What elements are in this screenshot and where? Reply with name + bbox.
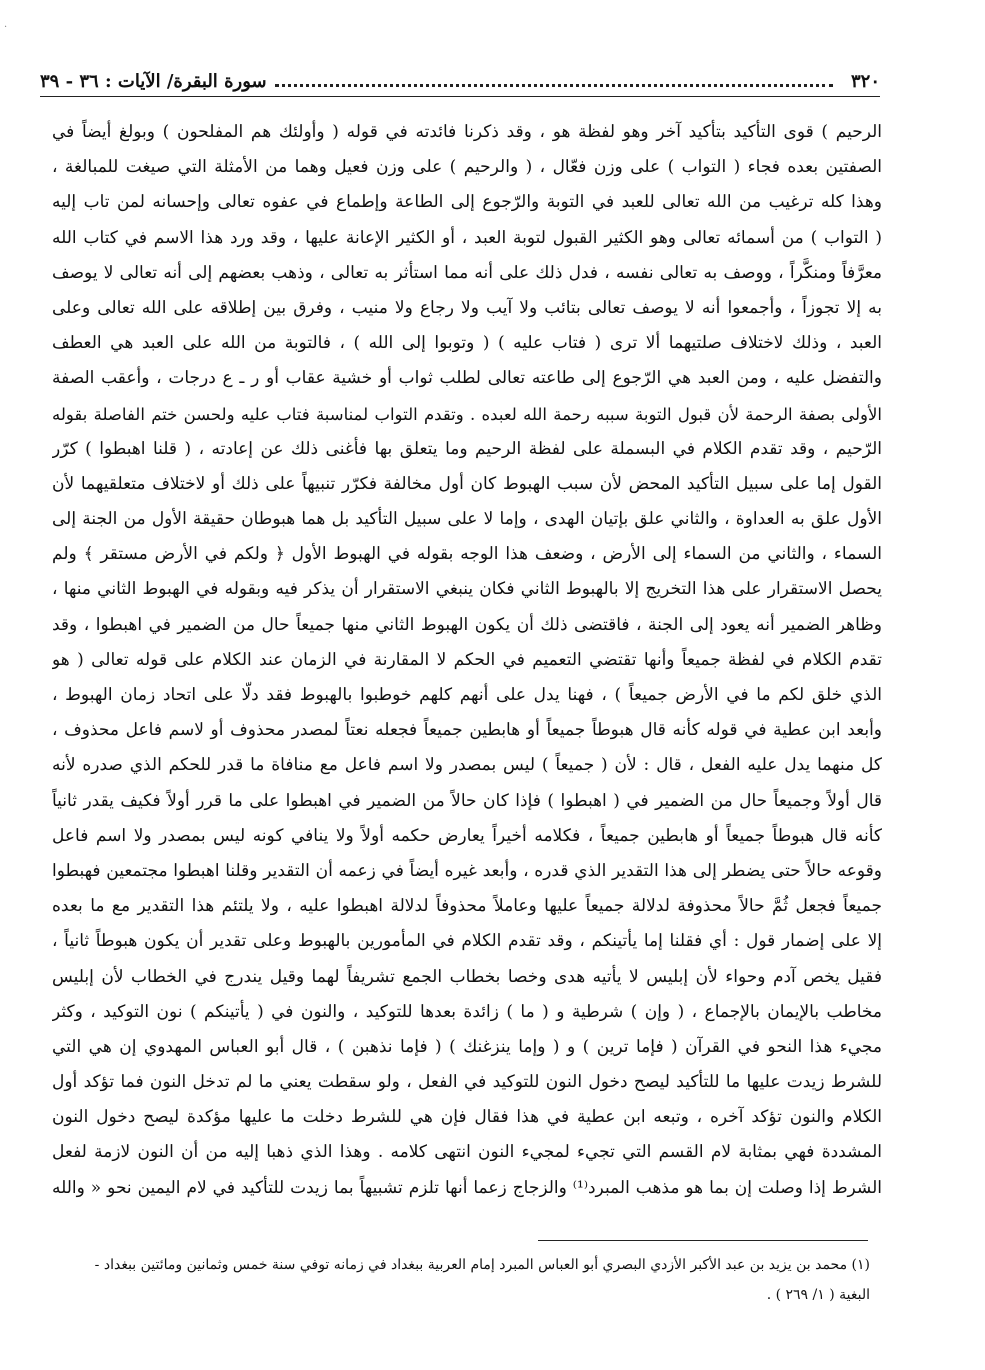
scan-mark: · xyxy=(4,22,8,33)
text-line: جميعاً فجعل ثُمَّ حالاً محذوفة لدلالة جميعاً عليها وعاملاً محذوفاً لدلالة اهبطوا عليه ، ولا يلتئم هذا التقدير مع ما بعده xyxy=(52,896,882,917)
footnote-line: البغية ( ١/ ٢٦٩ ) . xyxy=(766,1287,870,1303)
text-line: وظاهر الضمير أنه يعود إلى الجنة ، فاقتضى ذلك أن يكون الهبوط الثاني منها جميعاً حال من الضمير في اهبطوا ، وقد xyxy=(52,614,882,635)
page-number: ٣٢٠ xyxy=(850,70,880,92)
text-line: السماء ، والثاني من السماء إلى الأرض ، وضعف هذا الوجه بقوله في الهبوط الأول ﴿ ولكم في الأرض مستقر ﴾ ولم xyxy=(52,544,882,565)
text-line: الرحيم ) قوى التأكيد بتأكيد آخر وهو لفظة هو ، وقد ذكرنا فائدته في قوله ( وأولئك هم المفلحون ) وبولغ أيضاً في xyxy=(52,122,882,142)
text-line: كأنه قال هبوطاً جميعاً أو هابطين جميعاً ، فكلامه أخيراً يعارض حكمه أولاً ولا ينافي كونه ليس بمصدر ولا اسم فاعل xyxy=(52,825,882,846)
footnote-line: (١) محمد بن يزيد بن عبد الأكبر الأزدي البصري أبو العباس المبرد إمام العربية ببغداد في زمانه توفي سنة خمس وثمانين ومائتين ببغداد - xyxy=(94,1257,870,1273)
footnote-rule xyxy=(538,1240,868,1241)
text-line: الشرط إذا وصلت إن بما هو مذهب المبرد⁽¹⁾ والزجاج زعما أنها تلزم تشبيهاً بما زيدت للتأكيد في لام اليمين نحو « والله xyxy=(52,1177,882,1198)
text-line: العبد ، وذلك لاختلاف صلتيهما ألا ترى ( فتاب عليه ) ( وتوبوا إلى الله ) ، فالتوبة من الله على العبد هي العطف xyxy=(52,333,882,354)
text-line: الصفتين بعده فجاء ( التواب ) على وزن فعّال ، ( والرحيم ) على وزن فعيل وهما من الأمثلة التي صيغت للمبالغة ، xyxy=(52,157,882,178)
text-line: به إلا تجوزاً ، وأجمعوا أنه لا يوصف تعالى بتائب ولا آيب ولا رجاع ولا منيب ، وفرق بين إطلاقه على الله تعالى وعلى xyxy=(52,297,882,318)
running-header xyxy=(40,66,880,96)
body-text xyxy=(52,115,882,1206)
text-line: إلا على إضمار قول : أي فقلنا إما يأتينكم ، وقد تقدم الكلام في المأمورين بالهبوط وعلى تقدير أن يكون هبوطاً ثانياً ، xyxy=(52,931,882,952)
text-line: والتفضل عليه ، ومن العبد هي الرّجوع إلى طاعته تعالى لطلب ثواب أو خشية عقاب أو ر ـ ع درجات ، وأعقب الصفة xyxy=(52,368,882,389)
header-dot-leader xyxy=(275,84,833,87)
text-line: كل منهما يدل عليه الفعل ، قال : لأن ( جميعاً ) ليس بمصدر ولا اسم فاعل مع منافاة ما قدر للحكم الذي صدره لأنه xyxy=(52,755,882,776)
text-line: وأبعد ابن عطية في قوله كأنه قال هبوطاً جميعاً أو هابطين جميعاً فجعله نعتاً لمصدر محذوف أو لاسم فاعل محذوف ، xyxy=(52,720,882,741)
text-line: فقيل يخص آدم وحواء لأن إبليس لا يأتيه هدى وخصا بخطاب الجمع تشريفاً لهما وقيل يندرج في الخطاب لأن إبليس xyxy=(52,966,882,987)
text-line: وقوعه حالاً حتى يضطر إلى هذا التقدير الذي قدره ، وأبعد غيره أيضاً في زعمه أن التقدير وقلنا اهبطوا مجتمعين فهبطوا xyxy=(52,860,882,881)
text-line: قال أولاً وجميعاً حال من الضمير في ( اهبطوا ) فإذا كان حالاً من الضمير في اهبطوا على ما قرر أولاً فكيف يقدر ثانياً xyxy=(52,790,882,811)
footnotes xyxy=(28,1250,870,1310)
text-line: مجيء هذا النحو في القرآن ( فإما ترين ) و ( وإما ينزغنك ) ( فإما نذهبن ) ، قال أبو العباس المهدوي إن هي التي xyxy=(52,1036,882,1057)
header-rule xyxy=(40,96,880,97)
text-line: الأولى بصفة الرحمة لأن قبول التوبة سببه رحمة الله لعبده . وتقدم التواب لمناسبة فتاب عليه ولحسن ختم الفاصلة بقوله xyxy=(52,404,882,424)
text-line: مخاطب بالإيمان بالإجماع ، ( وإن ) شرطية و ( ما ) زائدة بعدها للتوكيد ، والنون في ( يأتينكم ) نون التوكيد ، وكثر xyxy=(52,1001,882,1022)
text-line: الكلام والنون تؤكد آخره ، وتبعه ابن عطية في هذا فقال فإن هي للشرط دخلت ما عليها مؤكدة ليصح دخول النون xyxy=(52,1107,882,1128)
text-line: وهذا كله ترغيب من الله تعالى للعبد في التوبة والرّجوع إلى الطاعة وإطماع في عفوه تعالى وإحسانه لمن تاب إليه xyxy=(52,192,882,213)
running-title: سورة البقرة/ الآيات : ٣٦ - ٣٩ xyxy=(40,70,267,92)
text-line: معرَّفاً ومنكَّراً ، ووصف به تعالى نفسه ، فدل ذلك على أنه مما استأثر به تعالى ، وذهب بعضهم إلى أنه تعالى لا يوصف xyxy=(52,262,882,283)
text-line: للشرط زيدت عليها ما للتأكيد ليصح دخول النون للتوكيد في الفعل ، ولو سقطت يعني ما لم تدخل النون فما تؤكد أول xyxy=(52,1072,882,1093)
text-line: الرّحيم ، وقد تقدم الكلام في البسملة على لفظة الرحيم وما يتعلق بها فأغنى ذلك عن إعادته ، ( قلنا اهبطوا ) كرّر xyxy=(52,438,882,459)
text-line: تقدم الكلام في لفظة جميعاً وأنها تقتضي التعميم في الحكم لا المقارنة في الزمان عند الكلام على قوله تعالى ( هو xyxy=(52,649,882,670)
text-line: الذي خلق لكم ما في الأرض جميعاً ) ، فهنا يدل على أنهم كلهم خوطبوا بالهبوط فقد دلّا على اتحاد زمان الهبوط ، xyxy=(52,685,882,705)
text-line: يحصل الاستقرار على هذا التخريج إلا بالهبوط الثاني فكان ينبغي الاستقرار أن يذكر فيه وبقوله في الهبوط الثاني منها ، xyxy=(52,579,882,600)
text-line: المشددة فهي بمثابة لام القسم التي تجيء لمجيء النون انتهى كلامه . وهذا الذي ذهبا إليه من أن النون لازمة لفعل xyxy=(52,1142,882,1163)
text-line: الأول علق به العداوة ، والثاني علق بإتيان الهدى ، وإما لا على سبيل التأكيد بل هما هبوطان حقيقة الأول من الجنة إلى xyxy=(52,509,882,530)
text-line: القول إما على سبيل التأكيد المحض لأن سبب الهبوط كان أول مخالفة فكرّر تنبيهاً على ذلك أو لاختلاف متعلقيهما لأن xyxy=(52,473,882,494)
text-line: ( التواب ) من أسمائه تعالى وهو الكثير القبول لتوبة العبد ، أو الكثير الإعانة عليها ، وقد ورد هذا الاسم في كتاب الله xyxy=(52,227,882,248)
